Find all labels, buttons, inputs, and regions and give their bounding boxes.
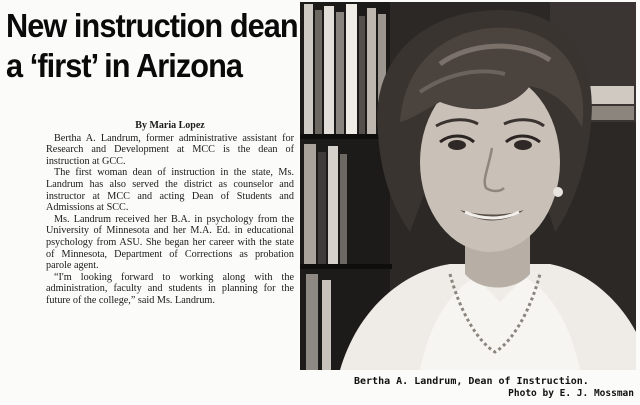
article-paragraph-4: “I'm looking forward to working along with the administration, faculty and students in planning for the future of the college,” said Ms. Landrum. — [46, 271, 294, 306]
photo-caption: Bertha A. Landrum, Dean of Instruction. — [354, 376, 589, 387]
portrait-photo — [300, 2, 636, 370]
article-paragraph-3: Ms. Landrum received her B.A. in psychology from the University of Minnesota and her M.A. Ed. in educational psychology from ASU. She began her career with the state of Minnesota, Department of Corrections as probation parole agent. — [46, 213, 294, 272]
article-body — [46, 120, 294, 307]
headline-line-1: New instruction dean — [6, 7, 298, 44]
headline — [6, 6, 298, 86]
article-paragraph-1: Bertha A. Landrum, former administrative assistant for Research and Development at MCC is the dean of instruction at GCC. — [46, 132, 294, 167]
photo-credit: Photo by E. J. Mossman — [508, 388, 634, 399]
article-paragraph-2: The first woman dean of instruction in the state, Ms. Landrum has also served the district as counselor and instructor at MCC and acting Dean of Students and Admissions at SCC. — [46, 167, 294, 214]
headline-line-2: a ‘first’ in Arizona — [6, 47, 243, 84]
byline: By Maria Lopez — [135, 120, 205, 131]
portrait-illustration — [300, 2, 636, 370]
